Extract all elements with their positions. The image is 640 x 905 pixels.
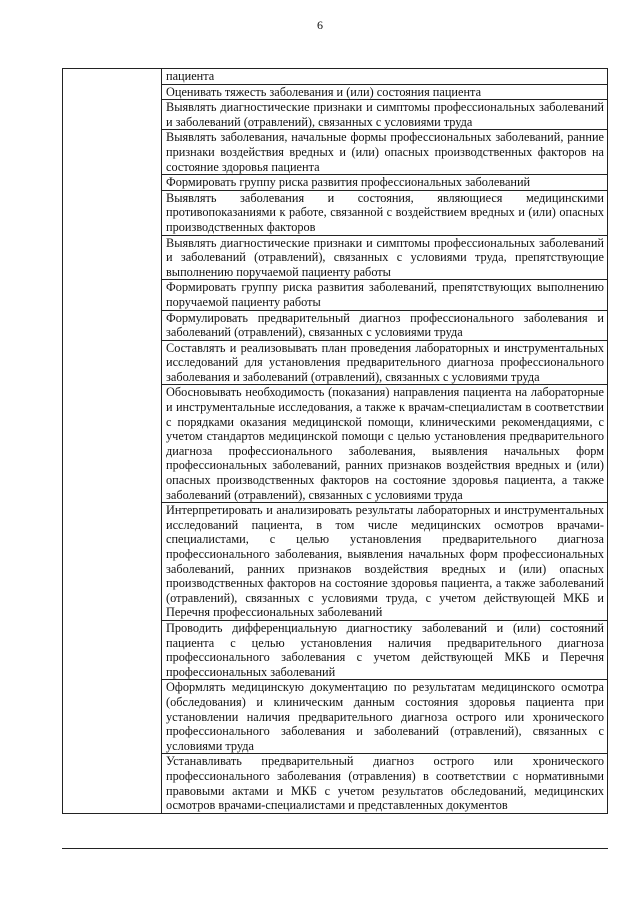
skill-text: Составлять и реализовывать план проведения лабораторных и инструментальных исследований для установления предварительного диагноза профессионального заболевания и заболеваний (отравлений), связанных с условиями труда	[166, 340, 604, 384]
left-column-cell	[63, 69, 162, 814]
skill-text: Выявлять диагностические признаки и симптомы профессиональных заболеваний и заболеваний (отравлений), связанных с условиями труда, препятствующие выполнению поручаемой пациенту работы	[166, 235, 604, 279]
page-number: 6	[317, 18, 323, 32]
skill-cell	[162, 503, 608, 621]
skill-text: Формулировать предварительный диагноз профессионального заболевания и заболеваний (отравлений), связанных с условиями труда	[166, 310, 604, 340]
skill-cell	[162, 130, 608, 175]
skill-cell	[162, 235, 608, 280]
skill-cell	[162, 175, 608, 191]
skill-text: Интерпретировать и анализировать результаты лабораторных и инструментальных исследований пациента, в том числе медицинских осмотров врачами-специалистами, с целью установления предварительного диагноза профессионального заболевания, выявления начальных форм профессиональных заболеваний, ранних признаков воздействия вредных и (или) опасных производственных факторов на состояние здоровья пациента, а также заболеваний (отравлений), связанных с условиями труда, с учетом действующей МКБ и Перечня профессиональных заболеваний	[166, 503, 604, 620]
skill-text: Устанавливать предварительный диагноз острого или хронического профессионального заболевания (отравления) в соответствии с нормативными правовыми актами и МКБ с учетом результатов обследований, медицинских осмотров врачами-специалистами и представленных документов	[166, 754, 604, 813]
skill-cell	[162, 340, 608, 385]
skill-text: Выявлять диагностические признаки и симптомы профессиональных заболеваний и заболеваний (отравлений), связанных с условиями труда	[166, 100, 604, 129]
skill-cell	[162, 84, 608, 100]
skill-text: Формировать группу риска развития заболеваний, препятствующих выполнению поручаемой пациенту работы	[166, 280, 604, 309]
table-row	[63, 69, 608, 85]
skill-cell	[162, 385, 608, 503]
skills-table	[62, 68, 608, 814]
table-bottom-border	[62, 848, 608, 849]
skill-cell	[162, 680, 608, 754]
skill-text: Проводить дифференциальную диагностику заболеваний и (или) состояний пациента с целью установления наличия предварительного диагноза профессионального заболевания с учетом действующей МКБ и Перечня профессиональных заболеваний	[166, 620, 604, 679]
skill-text: Оформлять медицинскую документацию по результатам медицинского осмотра (обследования) и клиническим данным состояния здоровья пациента при установлении наличия предварительного диагноза острого или хронического профессионального заболевания и заболеваний (отравлений), связанных с условиями труда	[166, 680, 604, 753]
skill-cell	[162, 620, 608, 679]
skill-cell	[162, 310, 608, 340]
skill-text: Формировать группу риска развития профессиональных заболеваний	[166, 175, 531, 190]
skill-cell	[162, 69, 608, 85]
skill-cell	[162, 754, 608, 813]
skill-cell	[162, 190, 608, 235]
skill-cell	[162, 280, 608, 310]
skill-cell	[162, 100, 608, 130]
skill-text: Обосновывать необходимость (показания) направления пациента на лабораторные и инструментальные исследования, а также к врачам-специалистам в соответствии с порядками оказания медицинской помощи, клиническими рекомендациями, с учетом стандартов медицинской помощи с целью установления предварительного диагноза профессионального заболевания, выявления начальных форм профессиональных заболеваний, ранних признаков воздействия вредных и (или) опасных производственных факторов на состояние здоровья пациента, а также заболеваний (отравлений), связанных с условиями труда	[166, 385, 604, 502]
skill-text: Выявлять заболевания и состояния, являющиеся медицинскими противопоказаниями к работе, связанной с воздействием вредных и (или) опасных производственных факторов	[166, 190, 604, 234]
skill-text: Выявлять заболевания, начальные формы профессиональных заболеваний, ранние признаки воздействия вредных и (или) опасных производственных факторов на состояние здоровья пациента	[166, 130, 604, 174]
skill-text: пациента	[166, 69, 215, 83]
skill-text: Оценивать тяжесть заболевания и (или) состояния пациента	[166, 84, 482, 99]
